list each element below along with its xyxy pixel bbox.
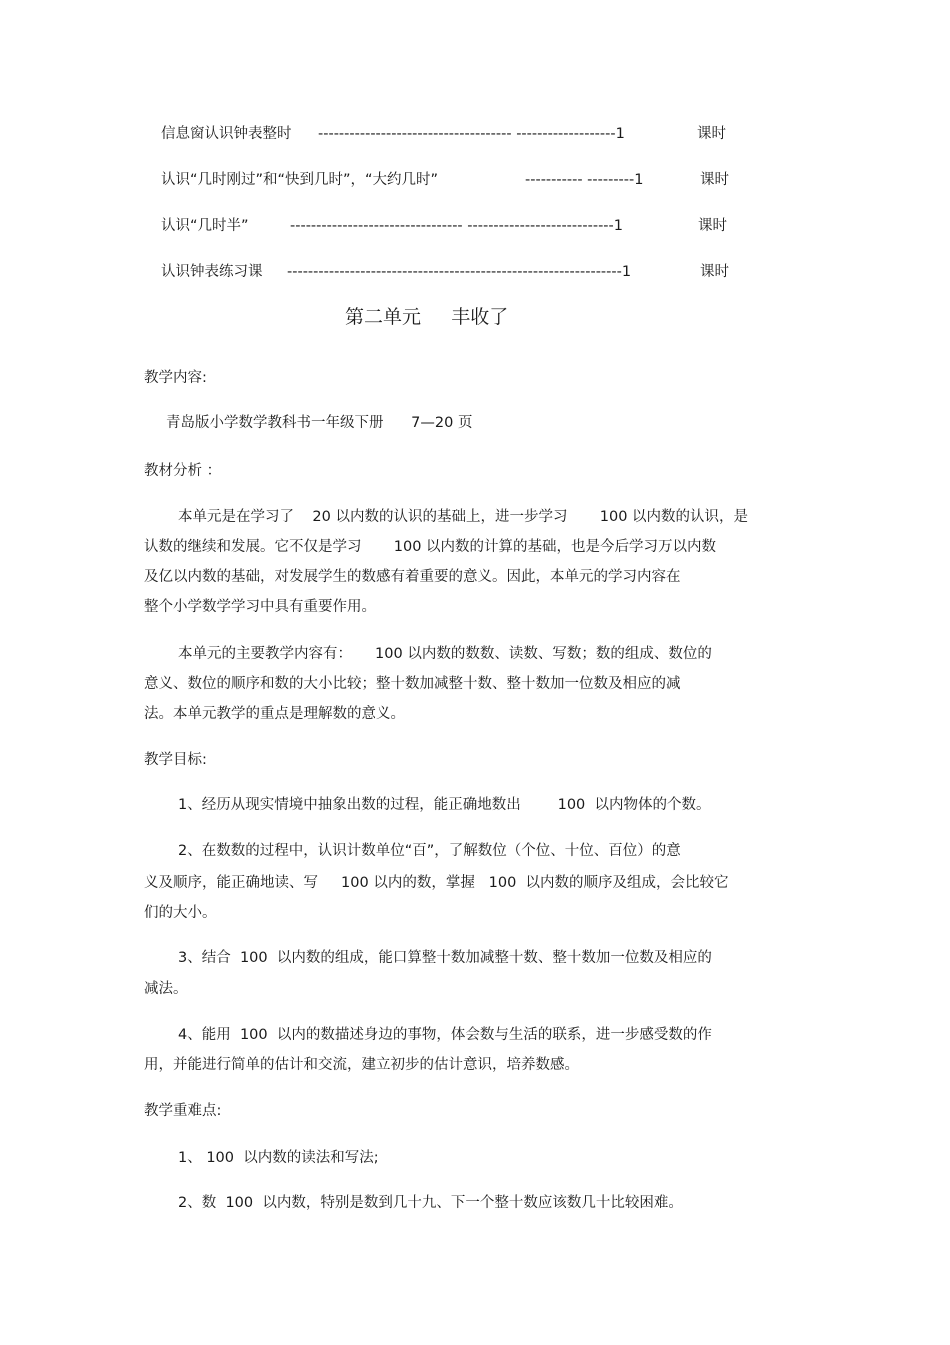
analysis-heading: 教材分析 ： — [144, 463, 222, 479]
content-heading: 教学内容: — [144, 370, 207, 386]
toc-dashes: ----------- ---------1 — [525, 172, 644, 188]
toc-unit: 课时 — [698, 218, 727, 234]
paragraph-line: 本单元的主要教学内容有： 100 以内数的数数、读数、写数；数的组成、数位的 — [178, 646, 712, 662]
paragraph-line: 义及顺序，能正确地读、写 100 以内的数，掌握 100 以内数的顺序及组成，会比较它 — [144, 875, 729, 891]
paragraph-line: 认数的继续和发展。它不仅是学习 100 以内数的计算的基础，也是今后学习万以内数 — [144, 539, 717, 555]
paragraph-line: 意义、数位的顺序和数的大小比较；整十数加减整十数、整十数加一位数及相应的减 — [144, 676, 681, 692]
key-heading: 教学重难点: — [144, 1103, 222, 1119]
paragraph-line: 减法。 — [144, 981, 188, 997]
goal-1: 1、经历从现实情境中抽象出数的过程，能正确地数出 100 以内物体的个数。 — [178, 797, 711, 813]
toc-dashes: --------------------------------- ----------------------------1 — [290, 218, 623, 234]
toc-title: 信息窗认识钟表整时 — [161, 126, 292, 142]
paragraph-line: 本单元是在学习了 20 以内数的认识的基础上，进一步学习 100 以内数的认识，是 — [178, 509, 749, 525]
paragraph-line: 法。本单元教学的重点是理解数的意义。 — [144, 706, 405, 722]
toc-dashes: ------------------------------------- -------------------1 — [318, 126, 625, 142]
paragraph-line: 及亿以内数的基础，对发展学生的数感有着重要的意义。因此，本单元的学习内容在 — [144, 569, 681, 585]
goals-heading: 教学目标: — [144, 752, 207, 768]
paragraph-line: 整个小学数学学习中具有重要作用。 — [144, 599, 376, 615]
content-text: 青岛版小学数学教科书一年级下册 7—20 页 — [166, 415, 473, 431]
paragraph-line: 用，并能进行简单的估计和交流，建立初步的估计意识，培养数感。 — [144, 1057, 579, 1073]
paragraph-line: 4、能用 100 以内的数描述身边的事物，体会数与生活的联系，进一步感受数的作 — [178, 1027, 712, 1043]
key-point-2: 2、数 100 以内数，特别是数到几十九、下一个整十数应该数几十比较困难。 — [178, 1195, 683, 1211]
toc-unit: 课时 — [697, 126, 726, 142]
key-point-1: 1、 100 以内数的读法和写法; — [178, 1150, 379, 1166]
toc-title: 认识“几时半” — [161, 218, 249, 234]
unit-title: 第二单元 丰收了 — [345, 306, 509, 328]
toc-unit: 课时 — [700, 172, 729, 188]
toc-dashes: ----------------------------------------------------------------1 — [287, 264, 632, 280]
toc-title: 认识钟表练习课 — [161, 264, 263, 280]
paragraph-line: 2、在数数的过程中，认识计数单位“百”，了解数位（个位、十位、百位）的意 — [178, 843, 681, 859]
paragraph-line: 们的大小。 — [144, 905, 217, 921]
paragraph-line: 3、结合 100 以内数的组成，能口算整十数加减整十数、整十数加一位数及相应的 — [178, 950, 712, 966]
toc-title: 认识“几时刚过”和“快到几时”，“大约几时” — [161, 172, 439, 188]
toc-unit: 课时 — [700, 264, 729, 280]
